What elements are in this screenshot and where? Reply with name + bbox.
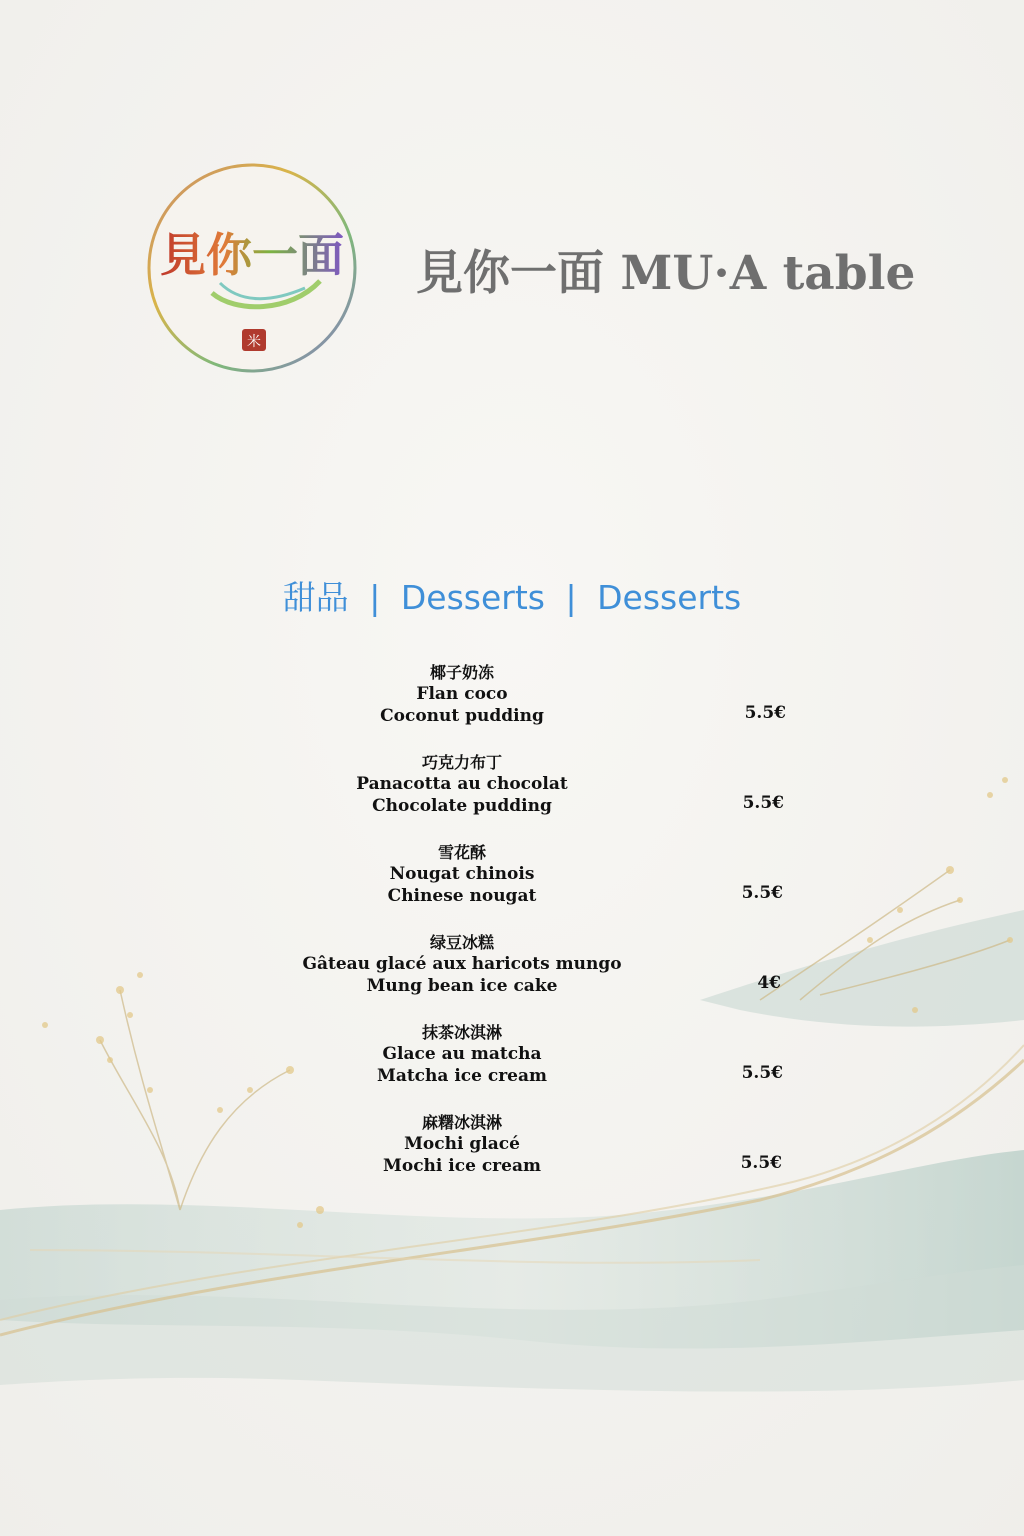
item-name-zh: 巧克力布丁 bbox=[421, 753, 502, 772]
item-price: 5.5€ bbox=[744, 703, 786, 723]
item-name-en: Mung bean ice cake bbox=[366, 976, 558, 996]
item-name-zh: 椰子奶冻 bbox=[429, 663, 494, 682]
item-price: 5.5€ bbox=[741, 1063, 783, 1083]
section-separator: | bbox=[565, 578, 577, 617]
item-name-en: Chinese nougat bbox=[387, 886, 537, 906]
item-name-zh: 抹茶冰淇淋 bbox=[421, 1023, 502, 1042]
section-separator: | bbox=[369, 578, 381, 617]
item-name-en: Coconut pudding bbox=[380, 706, 544, 726]
item-name-en: Chocolate pudding bbox=[372, 796, 552, 816]
item-price: 4€ bbox=[757, 973, 781, 993]
item-name-en: Matcha ice cream bbox=[377, 1066, 547, 1086]
brand-title: 見你一面 MU·A table bbox=[416, 246, 916, 301]
item-price: 5.5€ bbox=[741, 883, 783, 903]
section-title-fr: Desserts bbox=[400, 578, 545, 617]
menu-item bbox=[260, 933, 664, 997]
menu-item bbox=[260, 843, 664, 907]
item-name-fr: Panacotta au chocolat bbox=[356, 774, 568, 794]
item-name-fr: Nougat chinois bbox=[389, 864, 535, 884]
menu-item bbox=[260, 663, 664, 727]
section-title-en: Desserts bbox=[597, 578, 742, 617]
item-name-zh: 绿豆冰糕 bbox=[429, 933, 494, 952]
menu-item bbox=[260, 1113, 664, 1177]
item-name-fr: Mochi glacé bbox=[404, 1134, 520, 1154]
item-name-en: Mochi ice cream bbox=[383, 1156, 541, 1176]
item-name-fr: Flan coco bbox=[416, 684, 508, 704]
menu-item bbox=[260, 753, 664, 817]
item-price: 5.5€ bbox=[742, 793, 784, 813]
logo-text: 見你一面 bbox=[160, 228, 344, 282]
item-name-fr: Glace au matcha bbox=[382, 1044, 542, 1064]
item-name-fr: Gâteau glacé aux haricots mungo bbox=[302, 954, 622, 974]
item-price: 5.5€ bbox=[740, 1153, 782, 1173]
item-name-zh: 雪花酥 bbox=[437, 843, 486, 862]
menu-item bbox=[260, 1023, 664, 1087]
logo-seal: 米 bbox=[247, 334, 261, 350]
section-title-zh: 甜品 bbox=[282, 578, 349, 617]
item-name-zh: 麻糬冰淇淋 bbox=[421, 1113, 502, 1132]
